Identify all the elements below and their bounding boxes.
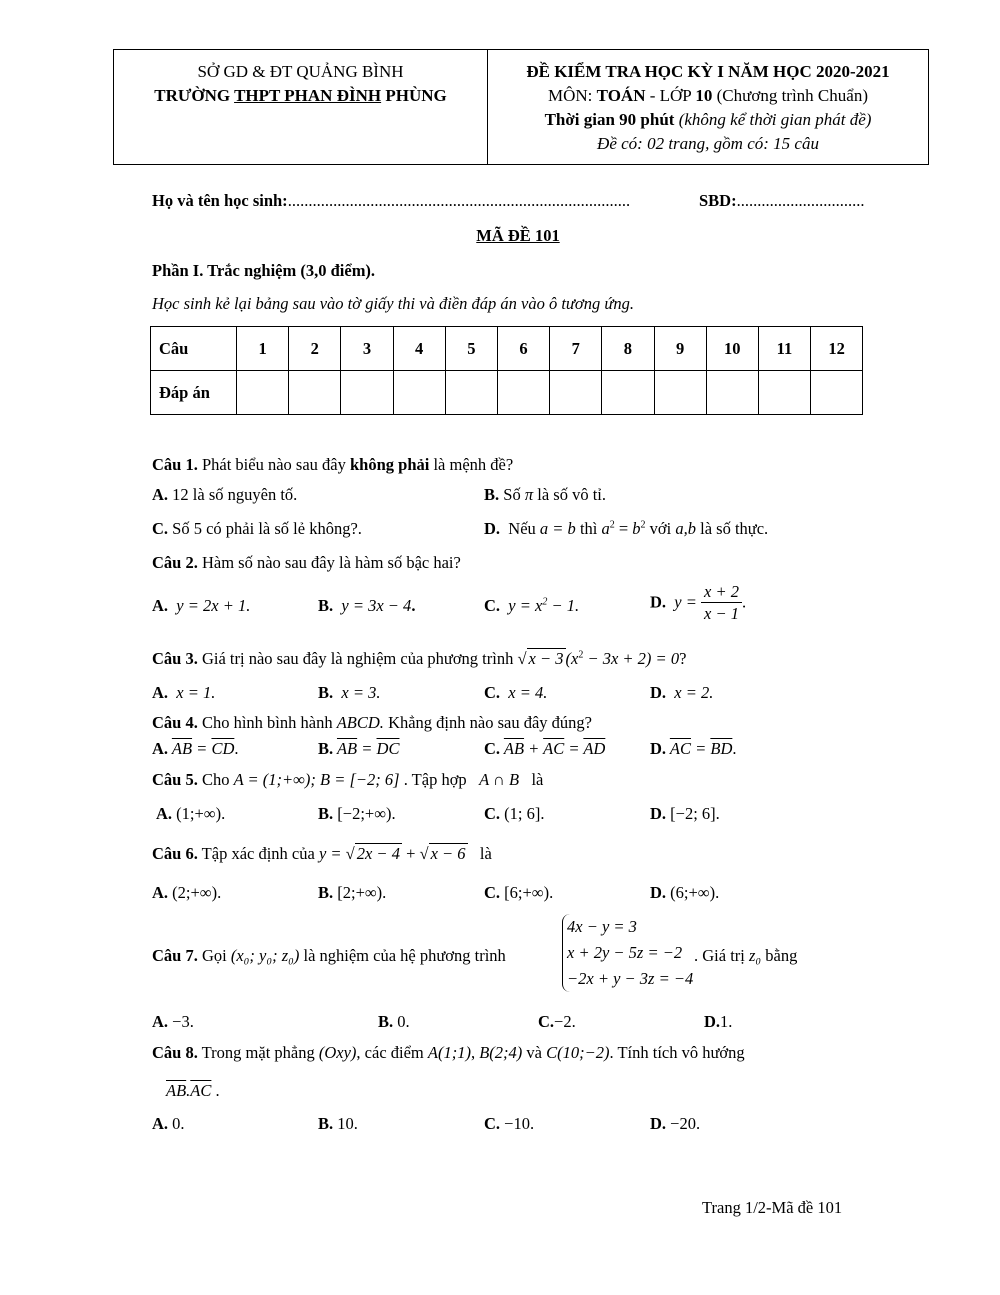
- exam-info: Đề có: 02 trang, gồm có: 15 câu: [597, 134, 819, 153]
- table-cell: 10: [706, 327, 758, 371]
- q2-option-d: D. y = $\frac{x + 2}{x - 1}$ .: [650, 582, 747, 623]
- school-name: TRƯỜNG THPT PHAN ĐÌNH PHÙNG: [154, 86, 447, 105]
- table-cell: 1: [237, 327, 289, 371]
- table-row: [151, 327, 863, 371]
- question-3: Câu 3. Giá trị nào sau đây là nghiệm của phương trình √ x − 3 $(x^2 - 3x + 2) = 0$?: [152, 649, 687, 668]
- question-6: Câu 6. Tập xác định của y = √ 2x − 4 + √ x − 6 là: [152, 844, 492, 863]
- part1-title: Phần I. Trắc nghiệm (3,0 điểm).: [152, 261, 376, 280]
- answer-cell: [237, 371, 289, 415]
- fraction: $\frac{x + 2}{x - 1}$: [701, 582, 742, 625]
- q2-option-b: B. y = 3x − 4.: [318, 596, 416, 615]
- exam-code: MÃ ĐỀ 101: [476, 226, 560, 245]
- table-cell: 12: [811, 327, 863, 371]
- answer-cell: [758, 371, 810, 415]
- question-7-text: Câu 7. Gọi (x₀; y₀; z₀) là nghiệm của hệ phương trình: [152, 946, 506, 965]
- answer-cell: [341, 371, 393, 415]
- table-cell: 5: [445, 327, 497, 371]
- q6-option-a: A. (2;+∞).: [152, 883, 222, 902]
- answer-cell: [550, 371, 602, 415]
- q6-option-d: D. (6;+∞).: [650, 883, 720, 902]
- sbd-line: SBD:...............................: [699, 191, 865, 210]
- question-1: Câu 1. Phát biểu nào sau đây không phải là mệnh đề?: [152, 455, 514, 474]
- question-2: Câu 2. Hàm số nào sau đây là hàm số bậc hai?: [152, 553, 461, 572]
- table-cell: 6: [497, 327, 549, 371]
- q5-option-c: C. (1; 6].: [484, 804, 545, 823]
- answer-cell: [706, 371, 758, 415]
- exam-subject: MÔN: TOÁN - LỚP 10 (Chương trình Chuẩn): [548, 86, 868, 105]
- equation-2: x + 2y − 5z = −2: [567, 943, 683, 962]
- q1-option-d: D. Nếu a = b thì $a^2 = b^2$ với a,b là số thực.: [484, 519, 769, 538]
- q8-option-c: C. −10.: [484, 1114, 535, 1133]
- q3-option-c: C. x = 4.: [484, 683, 548, 702]
- department-name: SỞ GD & ĐT QUẢNG BÌNH: [197, 62, 404, 81]
- q3-option-a: A. x = 1.: [152, 683, 216, 702]
- exam-title: ĐỀ KIỂM TRA HỌC KỲ I NĂM HỌC 2020-2021: [526, 62, 890, 81]
- table-cell: 8: [602, 327, 654, 371]
- q7-option-d: D.1.: [704, 1012, 733, 1031]
- equation-3: −2x + y − 3z = −4: [567, 969, 694, 988]
- student-name-line: Họ và tên học sinh:...................................................................................: [152, 191, 631, 210]
- q4-option-c: C. $\overline{AB} + \overline{AC} = \overline{AD}$: [484, 739, 606, 758]
- exam-duration: Thời gian 90 phút (không kể thời gian phát đề): [544, 110, 872, 129]
- header-box: [113, 49, 929, 165]
- table-cell: 11: [758, 327, 810, 371]
- q3-option-b: B. x = 3.: [318, 683, 381, 702]
- answer-table: [150, 326, 863, 415]
- q6-option-c: C. [6;+∞).: [484, 883, 554, 902]
- part1-instruction: Học sinh kẻ lại bảng sau vào tờ giấy thi và điền đáp án vào ô tương ứng.: [152, 294, 634, 313]
- answer-cell: [602, 371, 654, 415]
- question-8: Câu 8. Trong mặt phẳng (Oxy), các điểm A(1;1), B(2;4) và C(10;−2). Tính tích vô hướng: [152, 1043, 745, 1062]
- q4-option-d: D. $\overline{AC} = \overline{BD}$.: [650, 739, 737, 758]
- answer-cell: [393, 371, 445, 415]
- table-cell: 3: [341, 327, 393, 371]
- q2-option-c: C. $y = x^2 - 1$.: [484, 596, 580, 615]
- q8-option-a: A. 0.: [152, 1114, 185, 1133]
- table-header-cell: Đáp án: [151, 371, 237, 415]
- q1-option-a: A. 12 là số nguyên tố.: [152, 485, 298, 504]
- q7-option-c: C.−2.: [538, 1012, 576, 1031]
- q1-option-b: B. Số π là số vô tỉ.: [484, 485, 606, 504]
- question-7-tail: . Giá trị z₀ bằng: [694, 946, 798, 965]
- page-footer: Trang 1/2-Mã đề 101: [702, 1198, 843, 1217]
- equation-1: 4x − y = 3: [567, 917, 637, 936]
- q8-option-b: B. 10.: [318, 1114, 358, 1133]
- answer-cell: [497, 371, 549, 415]
- table-cell: 2: [289, 327, 341, 371]
- q2-option-a: A. y = 2x + 1.: [152, 596, 251, 615]
- question-5: Câu 5. Cho A = (1;+∞); B = [−2; 6] . Tập hợp A ∩ B là: [152, 770, 544, 789]
- table-cell: 9: [654, 327, 706, 371]
- question-8-vectors: $\overline{AB}.\overline{AC}$ .: [166, 1081, 220, 1100]
- answer-cell: [811, 371, 863, 415]
- answer-cell: [445, 371, 497, 415]
- q7-option-b: B. 0.: [378, 1012, 410, 1031]
- answer-cell: [654, 371, 706, 415]
- q4-option-b: B. $\overline{AB} = \overline{DC}$: [318, 739, 400, 758]
- table-header-cell: Câu: [151, 327, 237, 371]
- answer-cell: [289, 371, 341, 415]
- equation-system: [562, 914, 693, 992]
- table-cell: 7: [550, 327, 602, 371]
- q4-option-a: A. $\overline{AB} = \overline{CD}$.: [152, 739, 239, 758]
- q5-option-a: A. (1;+∞).: [156, 804, 226, 823]
- q1-option-c: C. Số 5 có phải là số lẻ không?.: [152, 519, 362, 538]
- q8-option-d: D. −20.: [650, 1114, 701, 1133]
- q5-option-b: B. [−2;+∞).: [318, 804, 396, 823]
- q3-option-d: D. x = 2.: [650, 683, 714, 702]
- q5-option-d: D. [−2; 6].: [650, 804, 720, 823]
- table-cell: 4: [393, 327, 445, 371]
- question-4: Câu 4. Cho hình bình hành ABCD. Khẳng định nào sau đây đúng?: [152, 713, 592, 732]
- q6-option-b: B. [2;+∞).: [318, 883, 387, 902]
- q7-option-a: A. −3.: [152, 1012, 194, 1031]
- table-row: [151, 371, 863, 415]
